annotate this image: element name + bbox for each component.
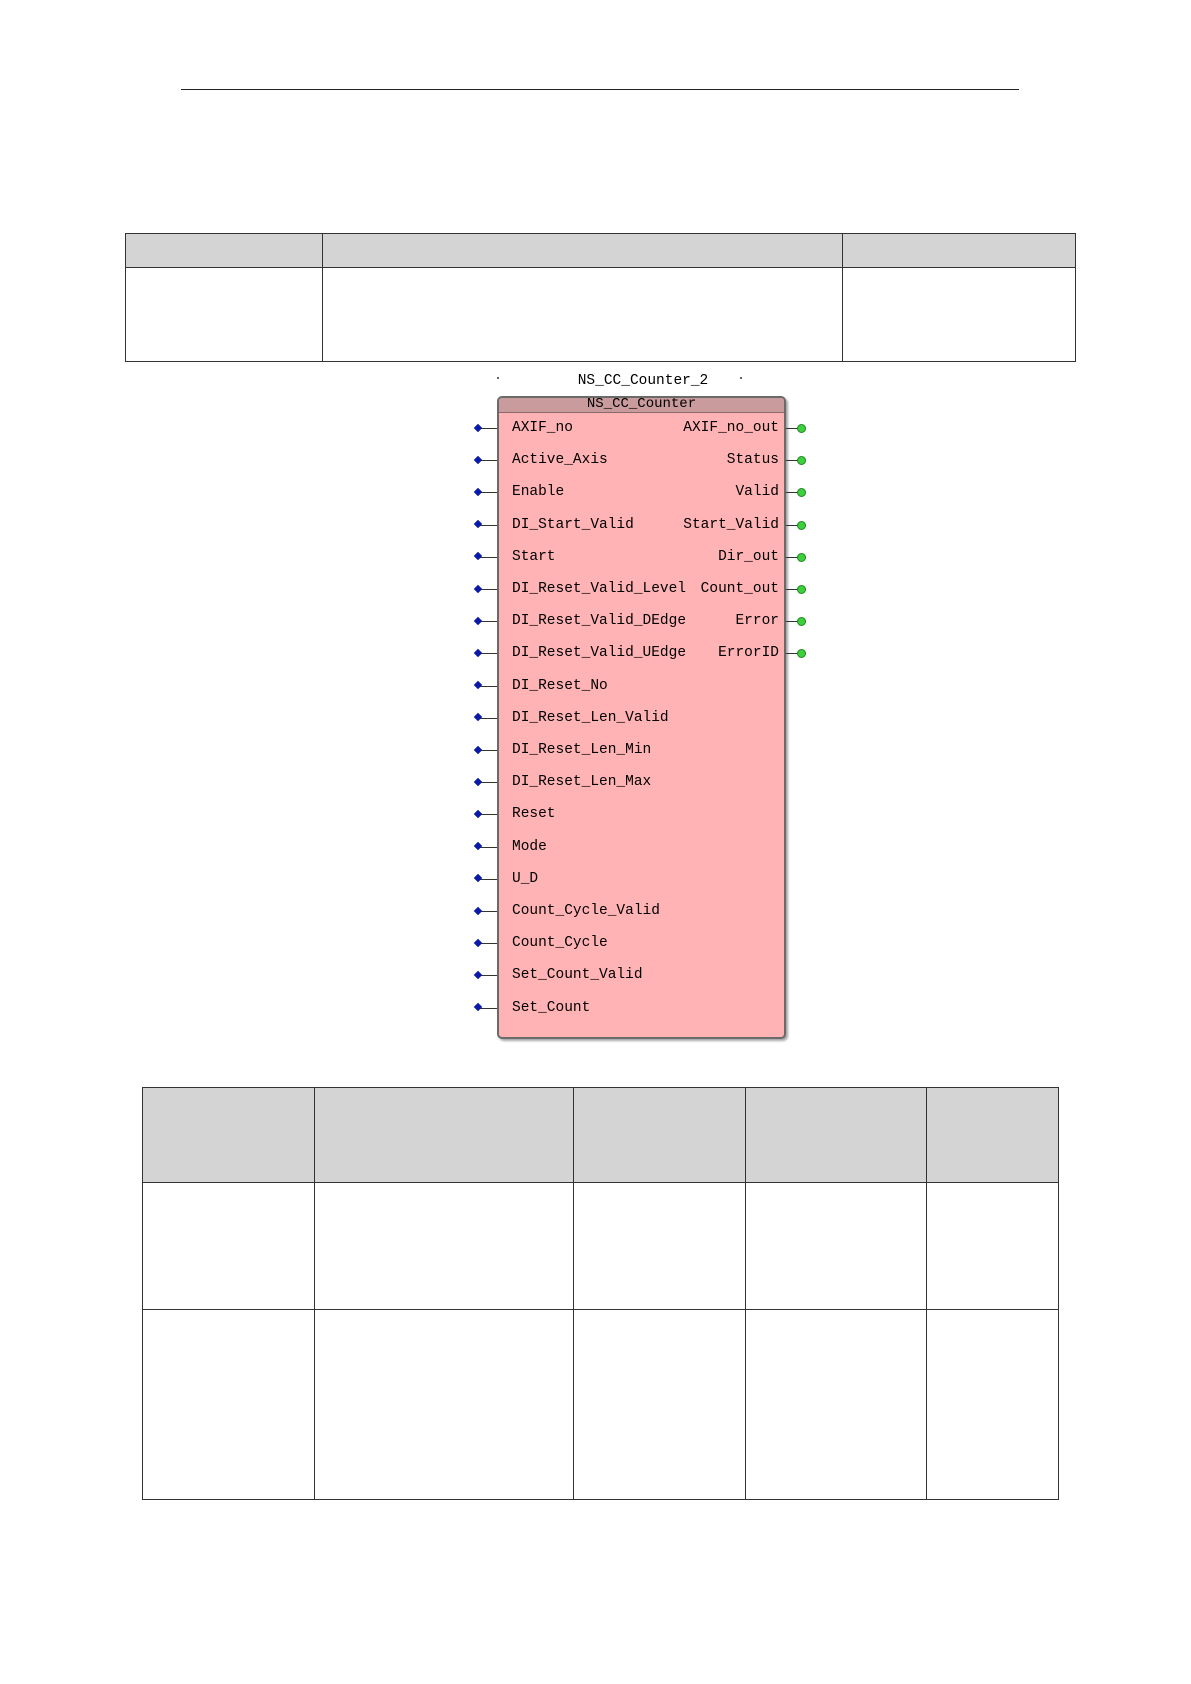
header-rule [181, 89, 1019, 90]
input-label-di-reset-valid-level: DI_Reset_Valid_Level [512, 581, 687, 597]
output-label-status: Status [726, 452, 779, 469]
input-label-reset: Reset [512, 806, 556, 823]
output-pin-count-out[interactable] [786, 589, 801, 590]
input-label-start: Start [512, 548, 556, 565]
input-label-active-axis: Active_Axis [512, 452, 608, 469]
table-header-cell [746, 1088, 927, 1183]
table-cell [126, 268, 323, 362]
output-pin-errorid[interactable] [786, 653, 801, 654]
fb-type-name: NS_CC_Counter [586, 396, 697, 412]
output-pin-start-valid[interactable] [786, 525, 801, 526]
input-pin-di-reset-valid-uedge[interactable] [478, 653, 497, 654]
fb-type-bar [499, 398, 784, 413]
output-pin-status[interactable] [786, 460, 801, 461]
input-pin-axif-no[interactable] [478, 428, 497, 429]
table-cell [143, 1183, 315, 1310]
output-label-dir-out: Dir_out [718, 548, 779, 565]
table-cell [746, 1310, 927, 1500]
input-label-di-reset-no: DI_Reset_No [512, 677, 608, 694]
input-pin-start[interactable] [478, 557, 497, 558]
table-cell [843, 268, 1076, 362]
output-pin-axif-no-out[interactable] [786, 428, 801, 429]
input-pin-mode[interactable] [478, 847, 497, 848]
output-label-error: Error [735, 613, 779, 630]
input-label-mode: Mode [512, 838, 547, 855]
table-cell [746, 1183, 927, 1310]
table-cell [574, 1183, 746, 1310]
table-cell [323, 268, 843, 362]
input-pin-di-start-valid[interactable] [478, 525, 497, 526]
input-pin-di-reset-len-min[interactable] [478, 750, 497, 751]
table-header-cell [843, 234, 1076, 268]
table-header-cell [574, 1088, 746, 1183]
input-pin-count-cycle-valid[interactable] [478, 911, 497, 912]
input-label-enable: Enable [512, 484, 565, 501]
input-label-di-reset-len-min: DI_Reset_Len_Min [512, 742, 652, 758]
input-label-u-d: U_D [512, 870, 539, 887]
table-header-cell [143, 1088, 315, 1183]
fb-instance-name: NS_CC_Counter_2 [577, 373, 709, 389]
input-label-set-count-valid: Set_Count_Valid [512, 967, 643, 984]
input-pin-set-count-valid[interactable] [478, 975, 497, 976]
table-header-cell [126, 234, 323, 268]
output-label-errorid: ErrorID [718, 645, 779, 662]
input-label-di-reset-valid-uedge: DI_Reset_Valid_UEdge [512, 645, 687, 662]
input-pin-di-reset-len-max[interactable] [478, 782, 497, 783]
input-pin-di-reset-len-valid[interactable] [478, 718, 497, 719]
input-label-count-cycle: Count_Cycle [512, 935, 608, 952]
input-pin-di-reset-valid-level[interactable] [478, 589, 497, 590]
input-pin-di-reset-no[interactable] [478, 686, 497, 687]
input-pin-di-reset-valid-dedge[interactable] [478, 621, 497, 622]
output-label-valid: Valid [735, 484, 779, 501]
input-label-count-cycle-valid: Count_Cycle_Valid [512, 903, 660, 919]
table-cell [315, 1183, 574, 1310]
input-label-di-reset-valid-dedge: DI_Reset_Valid_DEdge [512, 613, 687, 630]
table-cell [143, 1310, 315, 1500]
input-label-di-start-valid: DI_Start_Valid [512, 516, 634, 533]
table-header-cell [323, 234, 843, 268]
input-label-axif-no: AXIF_no [512, 420, 573, 436]
table-header-cell [927, 1088, 1059, 1183]
input-label-di-reset-len-max: DI_Reset_Len_Max [512, 774, 652, 791]
output-label-axif-no-out: AXIF_no_out [683, 420, 779, 436]
input-pin-set-count[interactable] [478, 1008, 497, 1009]
table-cell [574, 1310, 746, 1500]
dot-mark [497, 377, 499, 379]
parameter-table [142, 1087, 1059, 1500]
input-pin-enable[interactable] [478, 492, 497, 493]
input-label-di-reset-len-valid: DI_Reset_Len_Valid [512, 709, 669, 726]
output-label-start-valid: Start_Valid [683, 516, 779, 533]
table-header-cell [315, 1088, 574, 1183]
output-label-count-out: Count_out [700, 581, 779, 597]
input-pin-active-axis[interactable] [478, 460, 497, 461]
table-cell [927, 1310, 1059, 1500]
output-pin-error[interactable] [786, 621, 801, 622]
output-pin-dir-out[interactable] [786, 557, 801, 558]
table-cell [927, 1183, 1059, 1310]
input-pin-reset[interactable] [478, 814, 497, 815]
input-pin-count-cycle[interactable] [478, 943, 497, 944]
input-label-set-count: Set_Count [512, 999, 591, 1016]
table-cell [315, 1310, 574, 1500]
dot-mark [740, 377, 742, 379]
input-pin-u-d[interactable] [478, 879, 497, 880]
function-info-table [125, 233, 1076, 362]
output-pin-valid[interactable] [786, 492, 801, 493]
